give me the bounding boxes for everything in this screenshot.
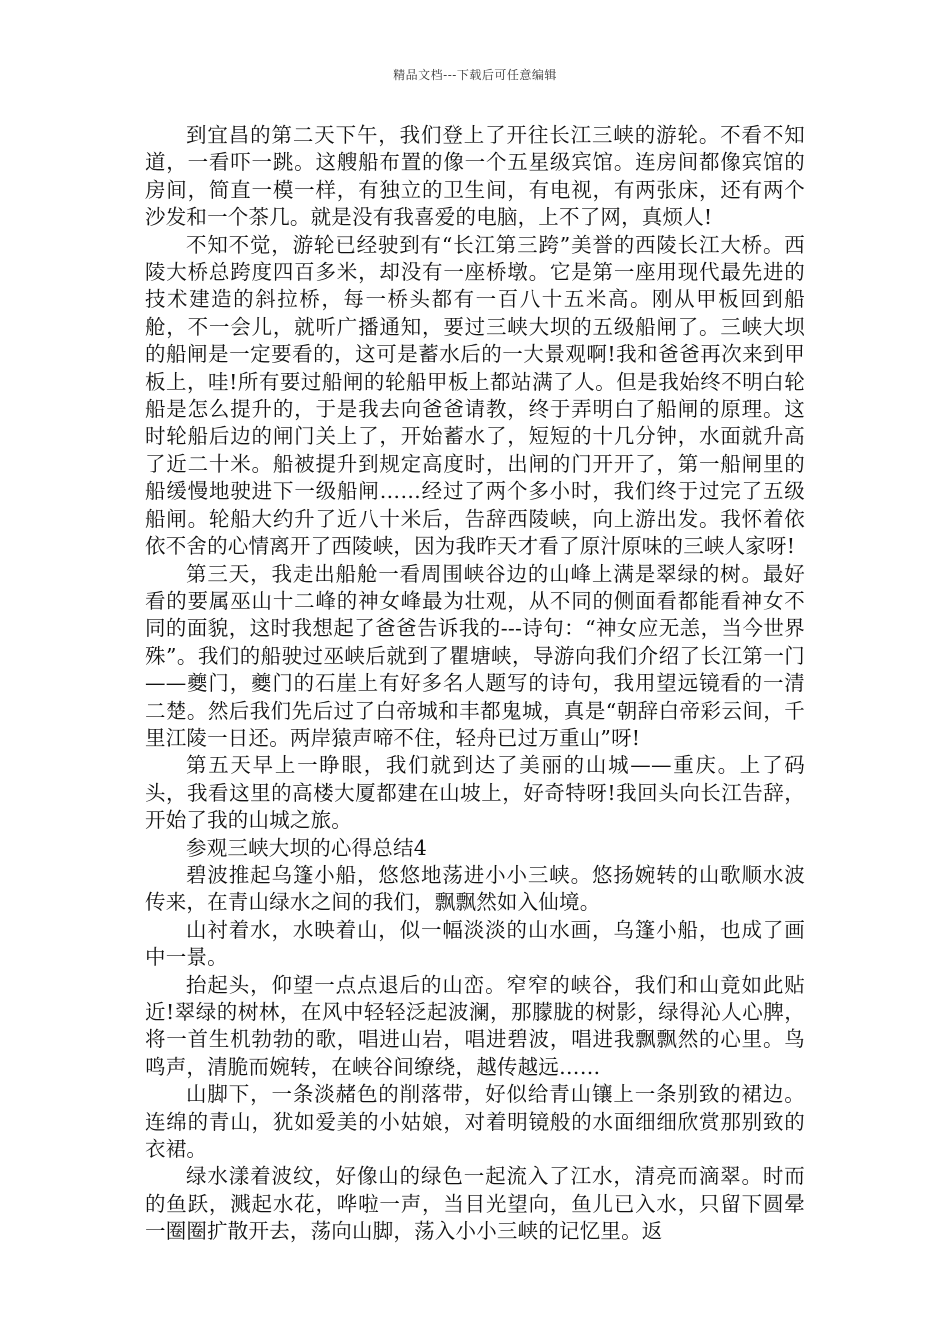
- paragraph-9: 绿水漾着波纹，好像山的绿色一起流入了江水，清亮而滴翠。时而的鱼跃，溅起水花，哗啦一声，当目光望向，鱼儿已入水，只留下圆晕一圈圈扩散开去，荡向山脚，荡入小小三峡的记忆里。返: [145, 1164, 805, 1244]
- section-heading: 参观三峡大坝的心得总结4: [186, 835, 427, 860]
- document-body: [145, 122, 805, 1246]
- paragraph-2: 不知不觉，游轮已经驶到有“长江第三跨”美誉的西陵长江大桥。西陵大桥总跨度四百多米，却没有一座桥墩。它是第一座用现代最先进的技术建造的斜拉桥，每一桥头都有一百八十五米高。刚从甲板回到船舱，不一会儿，就听广播通知，要过三峡大坝的五级船闸了。三峡大坝的船闸是一定要看的，这可是蓄水后的一大景观啊!我和爸爸再次来到甲板上，哇!所有要过船闸的轮船甲板上都站满了人。但是我始终不明白轮船是怎么提升的，于是我去向爸爸请教，终于弄明白了船闸的原理。这时轮船后边的闸门关上了，开始蓄水了，短短的十几分钟，水面就升高了近二十米。船被提升到规定高度时，出闸的门开开了，第一船闸里的船缓慢地驶进下一级船闸……经过了两个多小时，我们终于过完了五级船闸。轮船大约升了近八十米后，告辞西陵峡，向上游出发。我怀着依依不舍的心情离开了西陵峡，因为我昨天才看了原汁原味的三峡人家呀!: [145, 232, 805, 559]
- paragraph-4: 第五天早上一睁眼，我们就到达了美丽的山城——重庆。上了码头，我看这里的高楼大厦都建在山坡上，好奇特呀!我回头向长江告辞，开始了我的山城之旅。: [145, 753, 805, 833]
- page-header: 精品文档---下载后可任意编辑: [393, 68, 557, 82]
- paragraph-5: 碧波推起乌篷小船，悠悠地荡进小小三峡。悠扬婉转的山歌顺水波传来，在青山绿水之间的我们，飘飘然如入仙境。: [145, 862, 805, 915]
- paragraph-7: 抬起头，仰望一点点退后的山峦。窄窄的峡谷，我们和山竟如此贴近!翠绿的树林，在风中轻轻泛起波澜，那朦胧的树影，绿得沁人心脾，将一首生机勃勃的歌，唱进山岩，唱进碧波，唱进我飘飘然的心里。鸟鸣声，清脆而婉转，在峡谷间缭绕，越传越远……: [145, 972, 805, 1079]
- paragraph-8: 山脚下，一条淡赭色的削落带，好似给青山镶上一条别致的裙边。连绵的青山，犹如爱美的小姑娘，对着明镜般的水面细细欣赏那别致的衣裙。: [145, 1082, 805, 1162]
- paragraph-1: 到宜昌的第二天下午，我们登上了开往长江三峡的游轮。不看不知道，一看吓一跳。这艘船布置的像一个五星级宾馆。连房间都像宾馆的房间，简直一模一样，有独立的卫生间，有电视，有两张床，还有两个沙发和一个茶几。就是没有我喜爱的电脑，上不了网，真烦人!: [145, 123, 805, 230]
- paragraph-3: 第三天，我走出船舱一看周围峡谷边的山峰上满是翠绿的树。最好看的要属巫山十二峰的神女峰最为壮观，从不同的侧面看都能看神女不同的面貌，这时我想起了爸爸告诉我的---诗句：“神女应无恙，当今世界殊”。我们的船驶过巫峡后就到了瞿塘峡，导游向我们介绍了长江第一门——夔门，夔门的石崖上有好多名人题写的诗句，我用望远镜看的一清二楚。然后我们先后过了白帝城和丰都鬼城，真是“朝辞白帝彩云间，千里江陵一日还。两岸猿声啼不住，轻舟已过万重山”呀!: [145, 561, 805, 750]
- paragraph-6: 山衬着水，水映着山，似一幅淡淡的山水画，乌篷小船，也成了画中一景。: [145, 917, 805, 970]
